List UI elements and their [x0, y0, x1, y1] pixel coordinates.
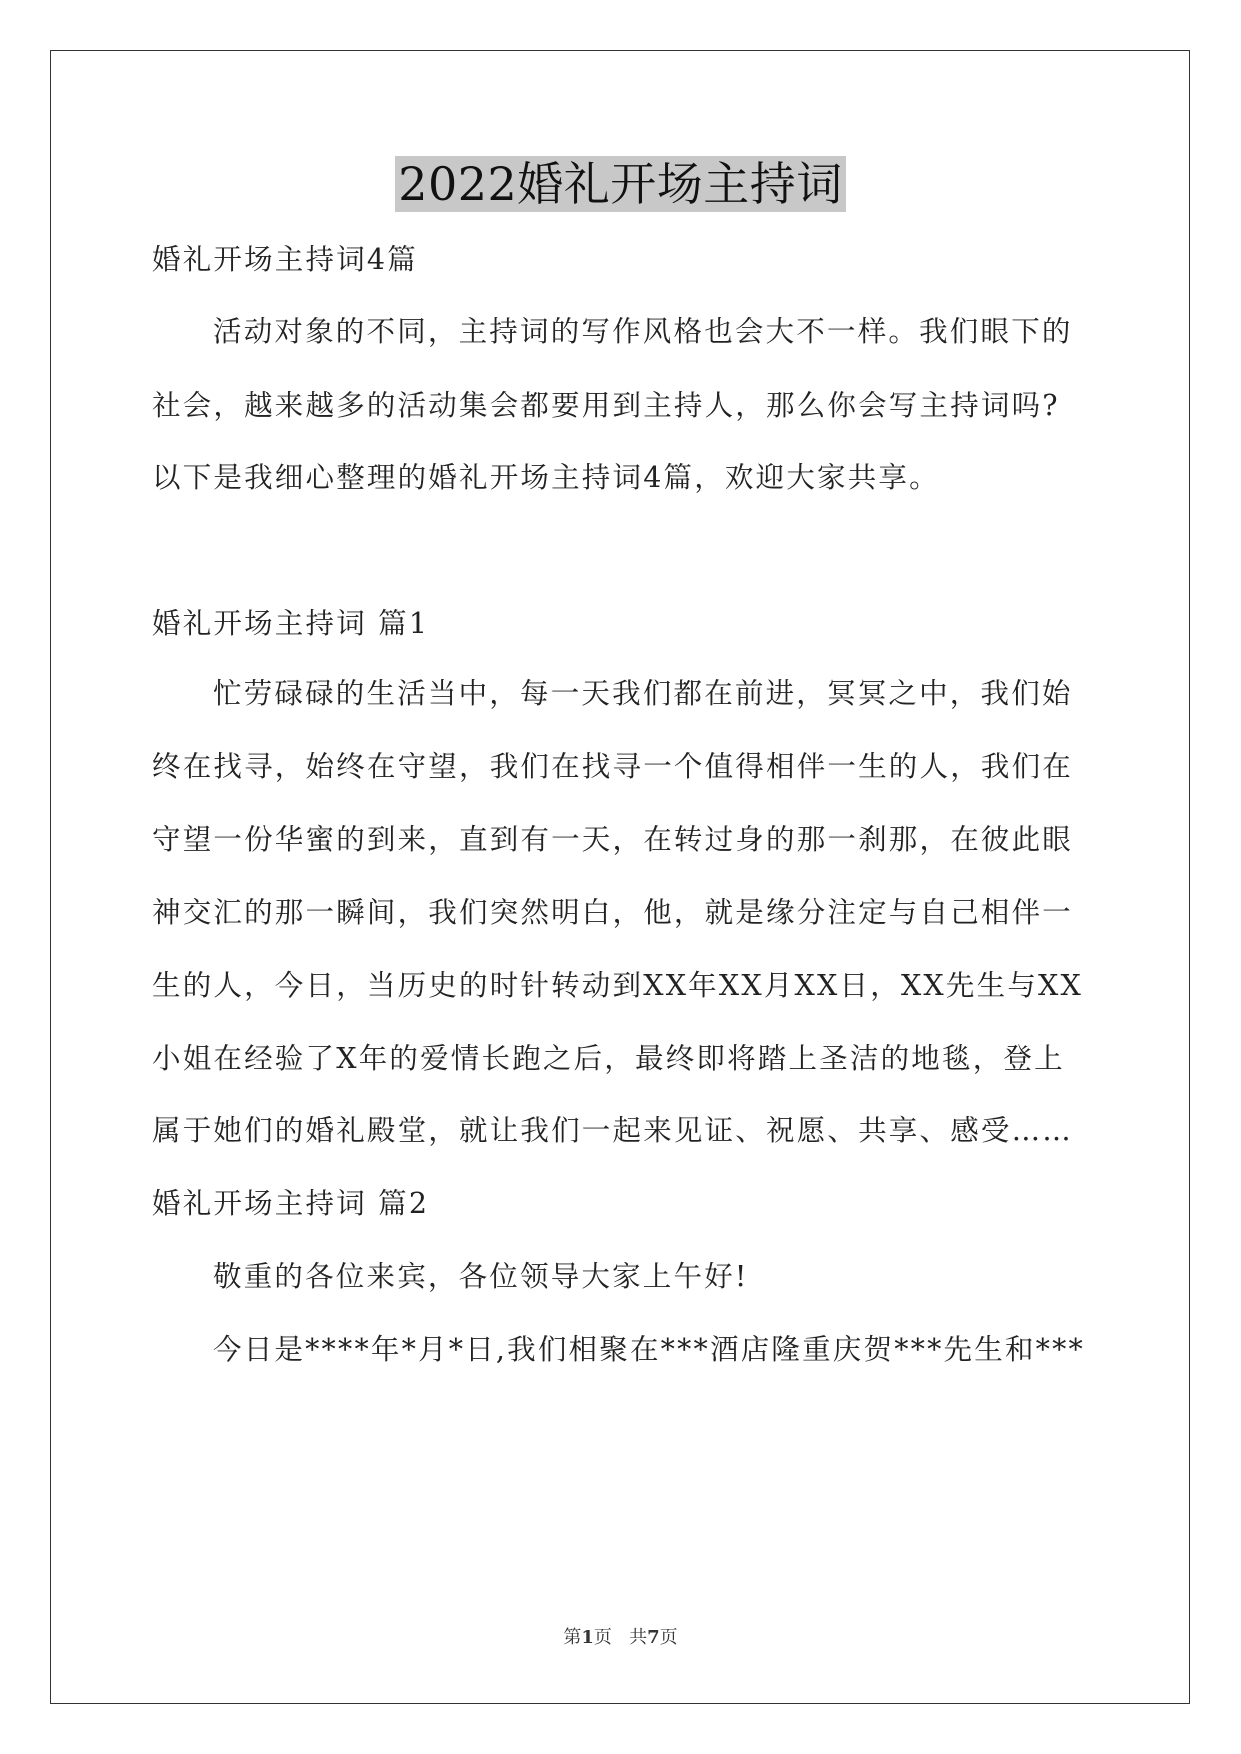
paragraph-line: 忙劳碌碌的生活当中，每一天我们都在前进，冥冥之中，我们始	[213, 677, 1073, 710]
document-title: 2022婚礼开场主持词	[395, 156, 846, 212]
footer-prefix: 第	[563, 1627, 582, 1648]
paragraph-line: 神交汇的那一瞬间，我们突然明白，他，就是缘分注定与自己相伴一	[152, 896, 1074, 929]
paragraph-line: 小姐在经验了X年的爱情长跑之后，最终即将踏上圣洁的地毯，登上	[152, 1042, 1065, 1075]
section-heading-1: 婚礼开场主持词 篇1	[152, 607, 430, 640]
paragraph-line: 以下是我细心整理的婚礼开场主持词4篇，欢迎大家共享。	[152, 461, 940, 494]
paragraph-line: 属于她们的婚礼殿堂，就让我们一起来见证、祝愿、共享、感受……	[152, 1114, 1074, 1147]
paragraph-line: 终在找寻，始终在守望，我们在找寻一个值得相伴一生的人，我们在	[152, 750, 1074, 783]
page-footer	[0, 1626, 1241, 1650]
title-container	[0, 156, 1241, 212]
paragraph-line: 敬重的各位来宾，各位领导大家上午好!	[213, 1260, 749, 1293]
footer-middle: 页 共	[593, 1627, 648, 1648]
footer-suffix: 页	[659, 1627, 678, 1648]
total-page-number: 7	[647, 1627, 660, 1648]
paragraph-line: 活动对象的不同，主持词的写作风格也会大不一样。我们眼下的	[213, 315, 1073, 348]
section-heading-2: 婚礼开场主持词 篇2	[152, 1187, 430, 1220]
paragraph-line: 守望一份华蜜的到来，直到有一天，在转过身的那一刹那，在彼此眼	[152, 823, 1074, 856]
page-border	[50, 50, 1190, 1704]
subtitle: 婚礼开场主持词4篇	[152, 243, 418, 276]
paragraph-line: 社会，越来越多的活动集会都要用到主持人，那么你会写主持词吗?	[152, 389, 1060, 422]
paragraph-line: 生的人，今日，当历史的时针转动到XX年XX月XX日，XX先生与XX	[152, 969, 1083, 1002]
paragraph-line: 今日是****年*月*日,我们相聚在***酒店隆重庆贺***先生和***	[213, 1333, 1086, 1366]
current-page-number: 1	[581, 1627, 594, 1648]
